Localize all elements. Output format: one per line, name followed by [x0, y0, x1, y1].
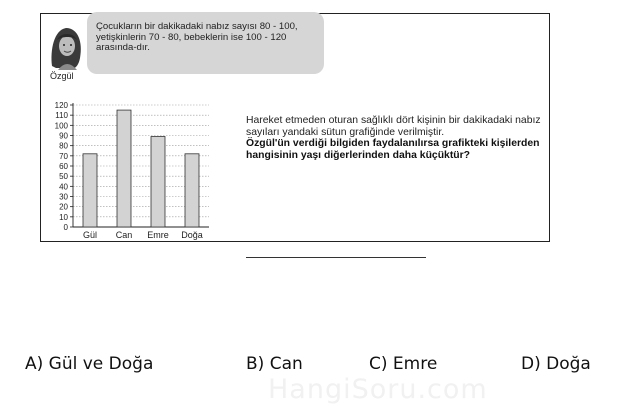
- answer-line: [246, 257, 426, 258]
- question-text: [246, 115, 546, 161]
- y-tick-label: 120: [54, 101, 68, 110]
- bar: [151, 137, 165, 227]
- option-d[interactable]: D) Doğa: [521, 354, 591, 374]
- y-tick-label: 100: [54, 121, 68, 131]
- y-tick-label: 30: [59, 192, 68, 202]
- speech-bubble-text: Çocukların bir dakikadaki nabız sayısı 80 - 100, yetişkinlerin 70 - 80, bebeklerin ise 100 - 120 arasında-dır.: [96, 21, 298, 54]
- bar: [117, 110, 131, 227]
- bar: [83, 154, 97, 227]
- x-tick-label: Emre: [147, 230, 169, 240]
- pulse-bar-chart: [41, 14, 241, 243]
- option-b[interactable]: B) Can: [246, 354, 303, 374]
- y-tick-label: 80: [59, 141, 68, 151]
- bar: [185, 154, 199, 227]
- question-intro: Hareket etmeden oturan sağlıklı dört kişinin bir dakikadaki nabız sayıları yandaki sütun grafiğinde verilmiştir.: [246, 115, 541, 138]
- y-tick-label: 50: [59, 172, 68, 182]
- y-tick-label: 90: [59, 131, 68, 141]
- question-frame: [40, 13, 550, 242]
- option-c[interactable]: C) Emre: [369, 354, 438, 374]
- y-tick-label: 110: [55, 111, 68, 121]
- y-tick-label: 10: [59, 212, 68, 222]
- question-prompt: Özgül'ün verdiği bilgiden faydalanılırsa grafikteki kişilerden hangisinin yaşı diğerlerinden daha küçüktür?: [246, 138, 540, 161]
- watermark-text: HangiSoru.com: [268, 374, 488, 405]
- x-tick-label: Can: [115, 230, 133, 240]
- y-tick-label: 60: [59, 162, 68, 171]
- character-name: Özgül: [50, 71, 74, 81]
- x-tick-label: Gül: [82, 230, 98, 240]
- y-tick-label: 70: [59, 151, 68, 161]
- y-tick-label: 40: [59, 182, 68, 192]
- option-a[interactable]: A) Gül ve Doğa: [25, 354, 154, 374]
- x-tick-label: Doğa: [181, 230, 203, 240]
- y-tick-label: 20: [59, 202, 68, 212]
- y-tick-label: 0: [63, 223, 68, 232]
